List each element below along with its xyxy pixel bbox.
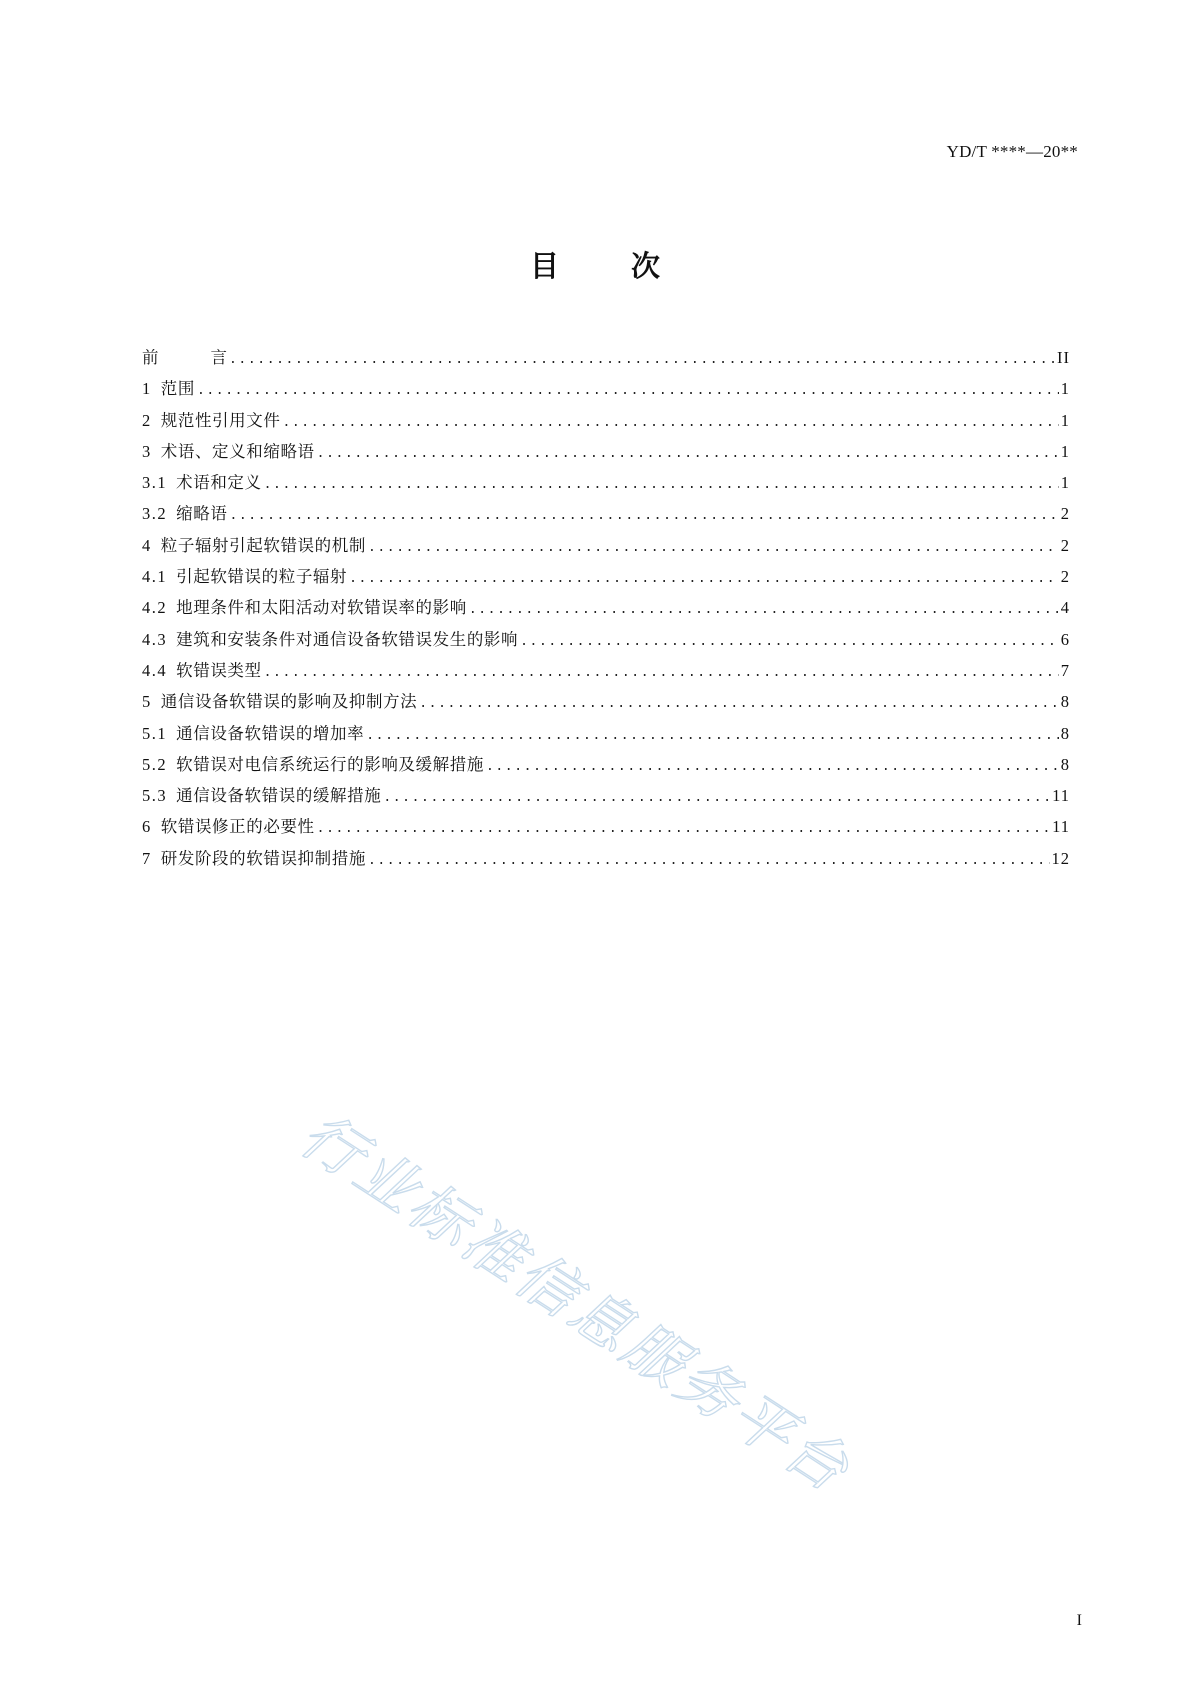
toc-entry-label: 术语、定义和缩略语	[160, 441, 315, 461]
toc-entry-page: 2	[1060, 535, 1070, 555]
toc-entry-page: 1	[1060, 379, 1070, 399]
toc-leader-dots	[419, 696, 1059, 711]
toc-entry-number: 6	[142, 817, 152, 837]
toc-entry-label: 地理条件和太阳活动对软错误率的影响	[176, 598, 467, 618]
toc-entry-page: 11	[1052, 817, 1070, 837]
toc-entry-page: 1	[1060, 410, 1070, 430]
toc-entry-label: 引起软错误的粒子辐射	[176, 567, 348, 587]
toc-entry-number: 1	[142, 379, 152, 399]
toc-entry-number: 3.1	[142, 473, 168, 493]
toc-entry[interactable]	[142, 751, 1070, 782]
toc-entry-number: 5.1	[142, 723, 168, 743]
toc-entry[interactable]	[142, 782, 1070, 813]
toc-entry[interactable]	[142, 594, 1070, 625]
toc-entry-number: 3	[142, 441, 152, 461]
toc-entry-number: 4.2	[142, 598, 168, 618]
toc-leader-dots	[282, 415, 1058, 430]
toc-entry-page: 6	[1060, 629, 1070, 649]
toc-entry-page: 8	[1060, 692, 1070, 712]
document-code: YD/T ****—20**	[946, 142, 1078, 161]
toc-entry-label: 范围	[160, 379, 195, 399]
toc-entry-page: 12	[1051, 848, 1070, 868]
toc-entry[interactable]	[142, 845, 1070, 876]
toc-leader-dots	[317, 821, 1050, 836]
toc-leader-dots	[366, 728, 1059, 743]
toc-leader-dots	[264, 477, 1059, 492]
toc-title-char-1: 目	[529, 249, 559, 283]
toc-entry-preface[interactable]	[142, 344, 1070, 375]
toc-title	[0, 244, 1190, 285]
toc-entry[interactable]	[142, 407, 1070, 438]
toc-entry-number: 4.1	[142, 567, 168, 587]
toc-entry-page: 4	[1060, 598, 1070, 618]
toc-entry-label: 软错误对电信系统运行的影响及缓解措施	[176, 754, 484, 774]
toc-entry-label: 缩略语	[176, 504, 228, 524]
toc-entry[interactable]	[142, 657, 1070, 688]
toc-entry-page: 1	[1060, 473, 1070, 493]
toc-entry-number: 4	[142, 535, 152, 555]
toc-leader-dots	[383, 790, 1050, 805]
toc-entry-page: 2	[1060, 567, 1070, 587]
toc-entry-page: 1	[1060, 441, 1070, 461]
toc-entry-label: 通信设备软错误的增加率	[176, 723, 365, 743]
toc-entry-label: 软错误修正的必要性	[160, 817, 315, 837]
toc-leader-dots	[317, 446, 1059, 461]
page-number: I	[1076, 1612, 1082, 1629]
toc-leader-dots	[197, 383, 1059, 398]
toc-entry-number: 3.2	[142, 504, 168, 524]
toc-entry[interactable]	[142, 688, 1070, 719]
toc-entry[interactable]	[142, 438, 1070, 469]
toc-entry[interactable]	[142, 813, 1070, 844]
toc-entry-number: 2	[142, 410, 152, 430]
toc-leader-dots	[469, 602, 1059, 617]
toc-leader-dots	[264, 665, 1059, 680]
toc-entry-label: 通信设备软错误的缓解措施	[176, 786, 382, 806]
toc-entry-label: 粒子辐射引起软错误的机制	[160, 535, 366, 555]
toc-leader-dots	[486, 759, 1059, 774]
toc-leader-dots	[520, 634, 1059, 649]
toc-leader-dots	[229, 508, 1058, 523]
toc-leader-dots	[349, 571, 1059, 586]
toc-entry-page: 11	[1052, 786, 1070, 806]
toc-entry-number: 7	[142, 848, 152, 868]
toc-entry-number: 4.3	[142, 629, 168, 649]
toc-entry-label: 前 言	[142, 348, 227, 367]
toc-entry-label: 研发阶段的软错误抑制措施	[160, 848, 366, 868]
toc-entry-label: 术语和定义	[176, 473, 262, 493]
toc-leader-dots	[368, 540, 1059, 555]
toc-entry[interactable]	[142, 720, 1070, 751]
toc-title-char-2: 次	[631, 249, 661, 283]
toc-entry[interactable]	[142, 375, 1070, 406]
toc-entry[interactable]	[142, 500, 1070, 531]
watermark: 行业标准信息服务平台	[288, 1099, 864, 1508]
toc-entry-page: 2	[1060, 504, 1070, 524]
toc-entry-number: 4.4	[142, 660, 168, 680]
toc-entry[interactable]	[142, 626, 1070, 657]
toc-entry-label: 建筑和安装条件对通信设备软错误发生的影响	[176, 629, 519, 649]
toc-entry-number: 5.3	[142, 786, 168, 806]
toc-entry-page: 8	[1060, 754, 1070, 774]
toc-entry[interactable]	[142, 563, 1070, 594]
toc-entry-page: 7	[1060, 660, 1070, 680]
toc-entry[interactable]	[142, 532, 1070, 563]
toc-entry-number: 5.2	[142, 754, 168, 774]
toc-entry-number: 5	[142, 692, 152, 712]
toc-entry-page: 8	[1060, 723, 1070, 743]
toc-entry[interactable]	[142, 469, 1070, 500]
toc-entry-label: 通信设备软错误的影响及抑制方法	[160, 692, 418, 712]
toc-leader-dots	[229, 352, 1055, 367]
toc-entry-page: II	[1057, 348, 1070, 367]
table-of-contents	[142, 344, 1070, 876]
toc-entry-label: 软错误类型	[176, 660, 262, 680]
toc-leader-dots	[368, 853, 1050, 868]
toc-entry-label: 规范性引用文件	[160, 410, 281, 430]
